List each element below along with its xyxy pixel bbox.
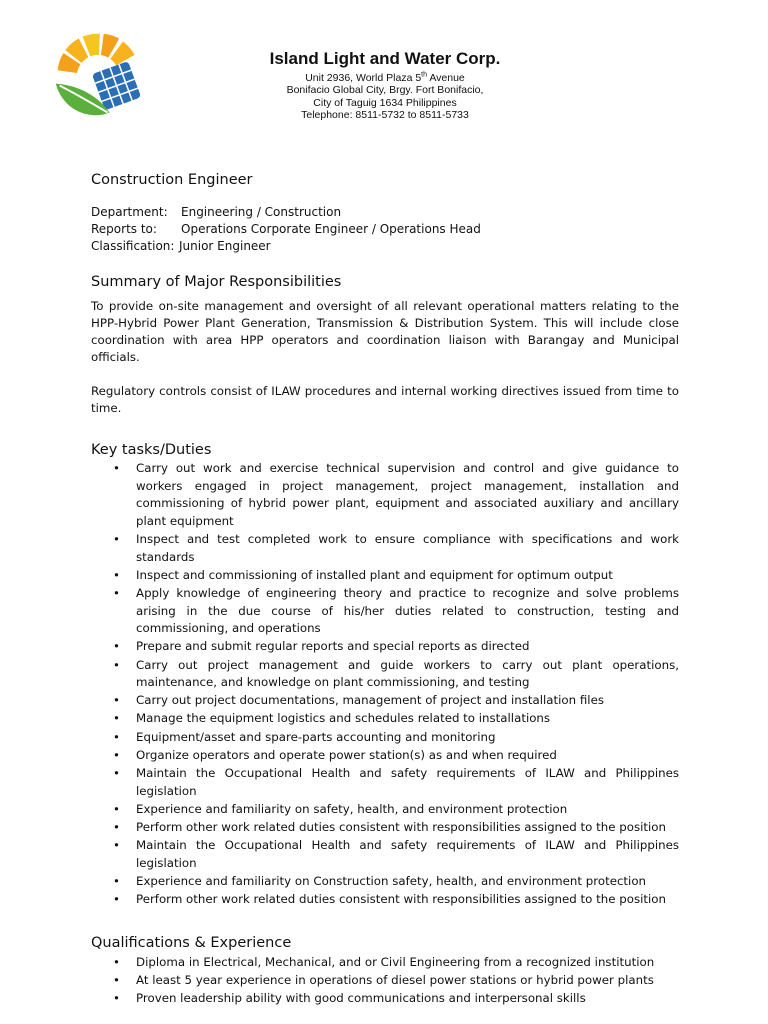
list-item-text: Perform other work related duties consistent with responsibilities assigned to the position bbox=[136, 820, 666, 834]
summary-paragraph-1: To provide on-site management and oversight of all relevant operational matters relating to the HPP-Hybrid Power Plant Generation, Transmission & Distribution System. This will include close coordination with area HPP operators and coordination liaison with Barangay and Municipal officials. bbox=[91, 299, 679, 364]
list-item-text: Equipment/asset and spare-parts accounting and monitoring bbox=[136, 729, 496, 744]
list-item-text: Inspect and test completed work to ensure compliance with specifications and work standards bbox=[136, 531, 679, 564]
reports-to-row bbox=[91, 221, 679, 238]
list-item bbox=[91, 990, 679, 1008]
qualifications-heading: Qualifications & Experience bbox=[91, 934, 292, 951]
classification-value: Junior Engineer bbox=[179, 239, 271, 253]
list-item bbox=[91, 837, 679, 872]
list-item bbox=[91, 819, 679, 837]
list-item bbox=[91, 585, 679, 638]
company-logo bbox=[50, 28, 146, 124]
document-body bbox=[91, 170, 679, 1008]
bullet-icon: • bbox=[113, 639, 120, 654]
list-item bbox=[91, 972, 679, 990]
classification-row bbox=[91, 238, 679, 255]
summary-heading: Summary of Major Responsibilities bbox=[91, 274, 342, 290]
bullet-icon: • bbox=[113, 801, 120, 816]
bullet-icon: • bbox=[113, 657, 120, 672]
company-name: Island Light and Water Corp. bbox=[269, 49, 501, 68]
list-item bbox=[91, 873, 679, 891]
list-item bbox=[91, 460, 679, 530]
list-item-text: Experience and familiarity on safety, health, and environment protection bbox=[136, 801, 568, 816]
address-line-3: City of Taguig 1634 Philippines bbox=[313, 96, 457, 109]
list-item bbox=[91, 531, 679, 566]
address-line-1: Unit 2936, World Plaza 5th Avenue bbox=[305, 71, 465, 84]
list-item bbox=[91, 729, 679, 747]
list-item bbox=[91, 801, 679, 819]
list-item bbox=[91, 657, 679, 692]
list-item-text: Proven leadership ability with good communications and interpersonal skills bbox=[136, 991, 586, 1006]
bullet-icon: • bbox=[113, 838, 120, 853]
list-item-text: Carry out project documentations, management of project and installation files bbox=[136, 693, 604, 708]
bullet-icon: • bbox=[113, 461, 120, 475]
bullet-icon: • bbox=[113, 766, 120, 781]
telephone: Telephone: 8511-5732 to 8511-5733 bbox=[301, 108, 469, 121]
list-item-text: Inspect and commissioning of installed plant and equipment for optimum output bbox=[136, 567, 613, 582]
list-item bbox=[91, 638, 679, 656]
list-item bbox=[91, 891, 679, 909]
list-item bbox=[91, 954, 679, 972]
list-item-text: Perform other work related duties consistent with responsibilities assigned to the position bbox=[136, 892, 666, 907]
list-item-text: Carry out project management and guide workers to carry out plant operations, maintenance, and knowledge on plant commissioning, and testing bbox=[136, 657, 679, 690]
list-item-text: Maintain the Occupational Health and safety requirements of ILAW and Philippines legislation bbox=[136, 838, 679, 870]
reports-to-value: Operations Corporate Engineer / Operations Head bbox=[181, 222, 481, 236]
classification-label: Classification: bbox=[91, 239, 175, 253]
list-item bbox=[91, 710, 679, 728]
list-item bbox=[91, 692, 679, 710]
list-item-text: Manage the equipment logistics and schedules related to installations bbox=[136, 711, 551, 726]
summary-paragraph-2: Regulatory controls consist of ILAW procedures and internal working directives issued from time to time. bbox=[91, 384, 679, 415]
bullet-icon: • bbox=[113, 531, 120, 546]
list-item-text: Diploma in Electrical, Mechanical, and or Civil Engineering from a recognized institution bbox=[136, 954, 655, 969]
bullet-icon: • bbox=[113, 729, 120, 744]
department-row bbox=[91, 204, 679, 221]
address-line-2: Bonifacio Global City, Brgy. Fort Bonifacio, bbox=[286, 84, 484, 97]
bullet-icon: • bbox=[113, 820, 120, 834]
job-title: Construction Engineer bbox=[91, 172, 253, 188]
list-item bbox=[91, 765, 679, 800]
list-item-text: Maintain the Occupational Health and safety requirements of ILAW and Philippines legislation bbox=[136, 766, 679, 798]
list-item-text: Carry out work and exercise technical supervision and control and give guidance to workers engaged in project management, project management, installation and commissioning of hybrid power plant, equipment and associated auxiliary and ancillary plant equipment bbox=[136, 461, 679, 528]
department-value: Engineering / Construction bbox=[181, 205, 342, 219]
list-item bbox=[91, 567, 679, 585]
list-item-text: At least 5 year experience in operations of diesel power stations or hybrid power plants bbox=[136, 972, 654, 987]
bullet-icon: • bbox=[113, 972, 120, 987]
bullet-icon: • bbox=[113, 693, 120, 708]
company-header bbox=[240, 48, 530, 121]
bullet-icon: • bbox=[113, 873, 120, 888]
department-label: Department: bbox=[91, 205, 168, 219]
bullet-icon: • bbox=[113, 954, 120, 969]
list-item-text: Organize operators and operate power station(s) as and when required bbox=[136, 747, 557, 762]
bullet-icon: • bbox=[113, 567, 120, 582]
reports-to-label: Reports to: bbox=[91, 222, 157, 236]
bullet-icon: • bbox=[113, 711, 120, 726]
bullet-icon: • bbox=[113, 585, 120, 600]
list-item-text: Prepare and submit regular reports and special reports as directed bbox=[136, 639, 530, 654]
bullet-icon: • bbox=[113, 747, 120, 762]
bullet-icon: • bbox=[113, 892, 120, 907]
list-item-text: Apply knowledge of engineering theory and practice to recognize and solve problems arising in the due course of his/her duties related to construction, testing and commissioning, and operations bbox=[136, 585, 679, 636]
qualifications-list bbox=[91, 954, 679, 1008]
duties-heading: Key tasks/Duties bbox=[91, 442, 212, 458]
duties-list bbox=[91, 460, 679, 909]
list-item-text: Experience and familiarity on Construction safety, health, and environment protection bbox=[136, 873, 647, 888]
list-item bbox=[91, 747, 679, 765]
bullet-icon: • bbox=[113, 991, 120, 1006]
